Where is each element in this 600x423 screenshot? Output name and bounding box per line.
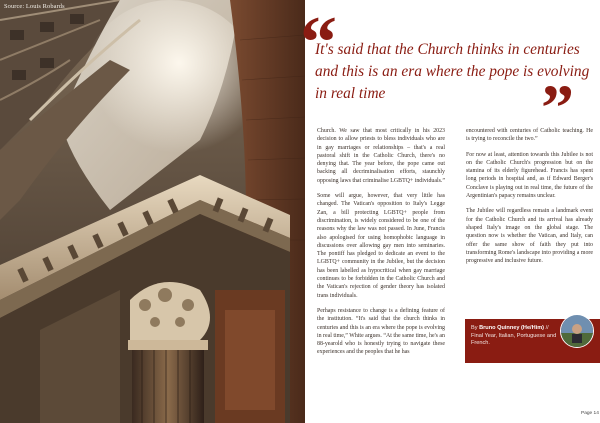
author-bio: Final Year, Italian, Portuguese and French. bbox=[471, 332, 557, 347]
paragraph: Church. We saw that most critically in his 2023 decision to allow priests to bless individuals who are in gay marriages or relationships – that's a real pastoral shift in the Catholic Church, there's no denying that. The year before, the pope came out backing all decriminalisation efforts, staunchly opposing laws that criminalise LGBTQ+ individuals.” bbox=[317, 128, 445, 184]
author-avatar bbox=[560, 314, 594, 348]
article-column-1 bbox=[317, 127, 445, 364]
byline-prefix: By bbox=[471, 325, 480, 331]
page-number: Page 14 bbox=[581, 411, 599, 416]
article-panel bbox=[300, 0, 600, 423]
photo-source-credit: Source: Louis Robards bbox=[4, 3, 65, 10]
close-quote-mark-icon: ” bbox=[541, 72, 574, 145]
pull-quote: It's said that the Church thinks in centuries and this is an era where the pope is evolving in real time bbox=[315, 41, 590, 102]
author-name: Bruno Quinney (He/Him) bbox=[479, 325, 545, 331]
byline-separator: // bbox=[544, 325, 549, 331]
open-quote-mark-icon: “ bbox=[300, 2, 337, 84]
avatar-photo-icon bbox=[561, 315, 593, 347]
paragraph: encountered with centuries of Catholic teaching. He is trying to reconcile the two.” bbox=[466, 128, 593, 143]
paragraph: The Jubilee will regardless remain a landmark event for the Catholic Church and its arrival has already shaped Italy's image on the global stage. The question now is whether the Vatican, and Italy, can offer the same show of faith they put into transforming Rome's landscape into providing a more progressive and inclusive future. bbox=[466, 208, 593, 265]
paragraph: Perhaps resistance to change is a defining feature of the institution. “It's said that the church thinks in centuries and this is an era where the pope is evolving in real time,” White argues. “At the same time, he's an 88-yearold who is honestly trying to navigate these experiences and the peoples that he has bbox=[317, 307, 445, 356]
paragraph: Some will argue, however, that very little has changed. The Vatican's opposition to Italy's Legge Zan, a bill protecting LGBTQ+ people from discrimination, is widely considered to be one of the reasons why the law was not passed. In June, Francis also apologised for using homophobic language in discussions over allowing gay men into seminaries. The pontiff has pledged to dedicate an event to the LGBTQ+ community in the Jubilee, but the decision has been labelled as hypocritical when gay marriage continues to be forbidden in the Catholic Church and the Vatican's rejection of gender theory has isolated trans individuals. bbox=[317, 193, 445, 299]
article-column-2 bbox=[466, 127, 593, 272]
paragraph: For now at least, attention towards this Jubilee is not on the Catholic Church's progression but on the stamina of its elderly figurehead. Francis has spent long periods in hospital and, as if Edward Berger's Conclave is playing out in real time, the future of the Argentinian's papacy remains unclear. bbox=[466, 151, 593, 200]
